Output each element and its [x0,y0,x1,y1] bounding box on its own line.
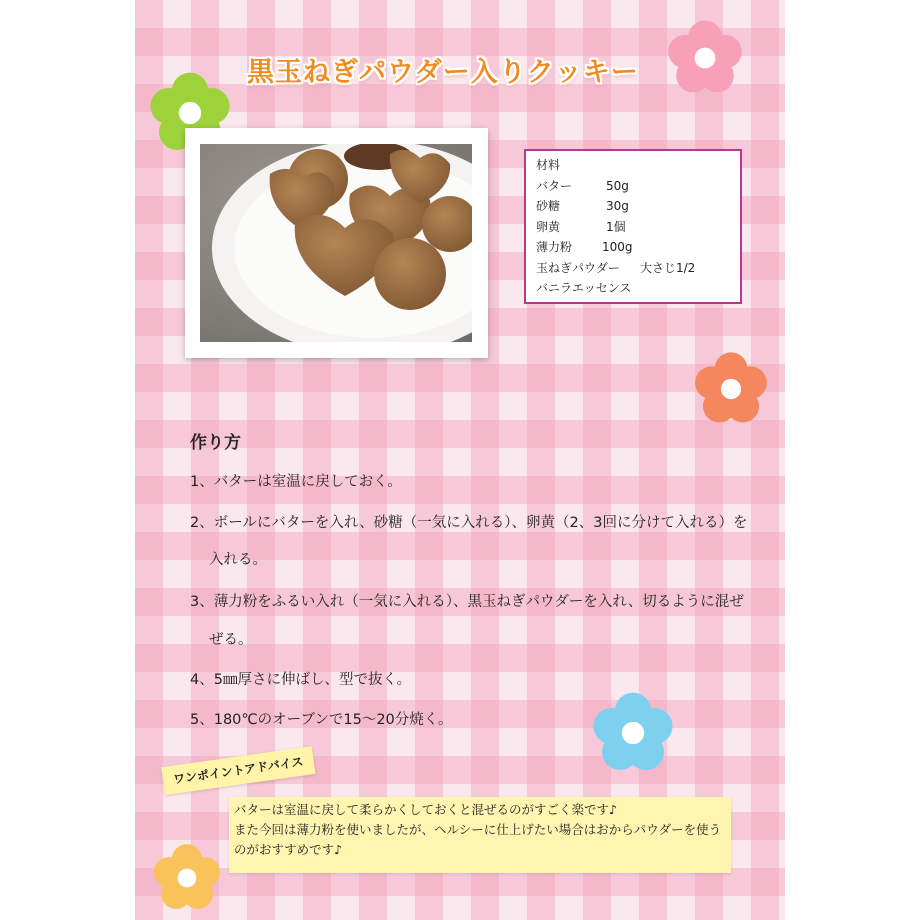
method-heading: 作り方 [190,433,241,453]
step-3-continued: ぜる。 [209,632,253,648]
step-2: 2、ボールにバターを入れ、砂糖（一気に入れる）、卵黄（2、3回に分けて入れる）を [190,515,748,531]
ingredients-box [524,149,742,304]
advice-line: また今回は薄力粉を使いましたが、ヘルシーに仕上げたい場合はおからパウダーを使う [234,822,722,837]
ingredient-row: 卵黄 1個 [536,219,626,234]
ingredient-row: バニラエッセンス [536,281,632,295]
step-3: 3、薄力粉をふるい入れ（一気に入れる）、黒玉ねぎパウダーを入れ、切るように混ぜ [190,594,744,610]
cookies-photo [200,144,472,342]
step-4: 4、5㎜厚さに伸ばし、型で抜く。 [190,672,412,688]
step-2-continued: 入れる。 [209,552,267,568]
ingredient-row: 玉ねぎパウダー 大さじ1/2 [536,260,696,275]
yellow-flower-icon [151,842,223,914]
cookies-plate-image [200,144,472,342]
advice-line: バターは室温に戻して柔らかくしておくと混ぜるのがすごく楽です♪ [234,802,617,817]
ingredient-row: 砂糖 30g [536,199,629,213]
advice-line: のがおすすめです♪ [234,842,343,857]
step-5: 5、180℃のオーブンで15～20分焼く。 [190,712,453,728]
step-1: 1、バターは室温に戻しておく。 [190,474,402,490]
blue-flower-icon [590,690,676,776]
pink-flower-icon [665,18,745,98]
page-title: 黒玉ねぎパウダー入りクッキー [247,57,639,88]
advice-box [229,797,731,873]
ingredients-heading: 材料 [536,158,561,172]
advice-tag: ワンポイントアドバイス [161,746,315,795]
orange-flower-icon [692,350,770,428]
ingredient-row: バター 50g [536,178,629,193]
ingredient-row: 薄力粉 100g [536,240,633,254]
recipe-page [135,0,785,920]
photo-frame [185,128,488,358]
